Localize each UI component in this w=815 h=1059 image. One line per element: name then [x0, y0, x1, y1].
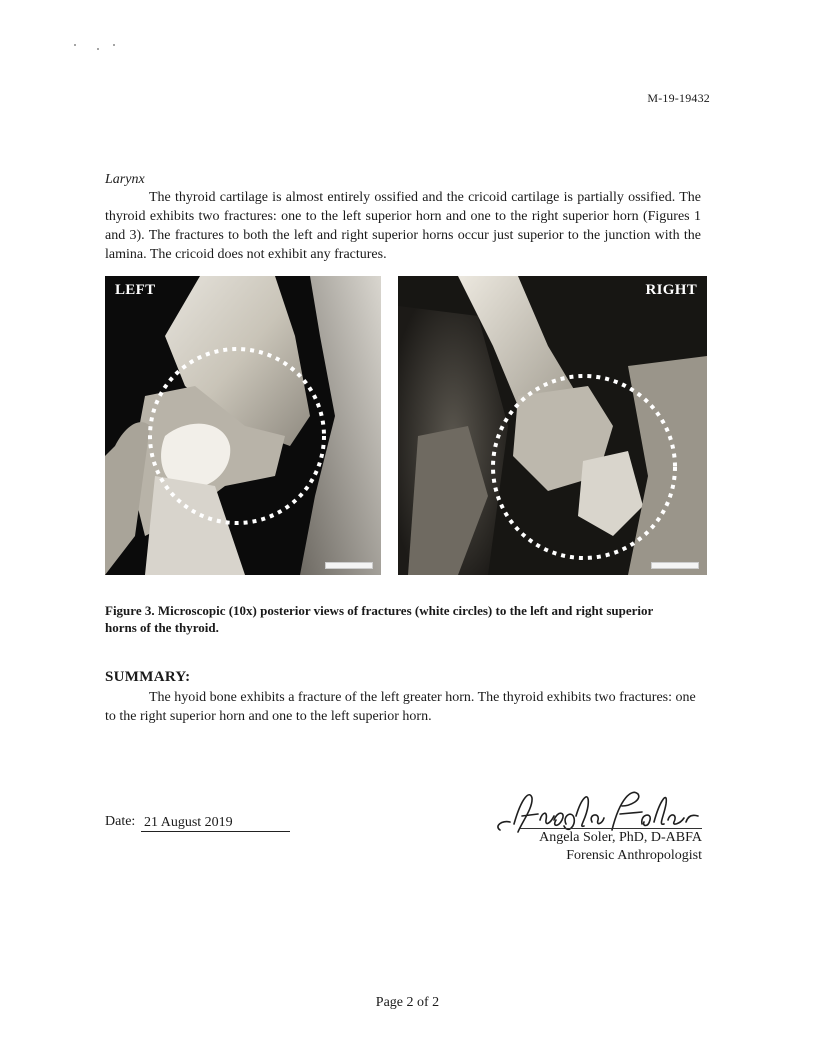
scan-artifact: [97, 48, 99, 50]
summary-heading: SUMMARY:: [105, 669, 191, 685]
scan-artifact: [74, 44, 76, 46]
signer-name: Angela Soler, PhD, D-ABFA: [539, 830, 702, 845]
microscope-image-left: [105, 276, 381, 575]
date-label: Date:: [105, 814, 136, 829]
document-id: M-19-19432: [647, 91, 710, 105]
figure-photo-left: [105, 276, 381, 575]
microscope-image-right: [398, 276, 707, 575]
figure-photo-right: [398, 276, 707, 575]
figure-label-left: LEFT: [115, 282, 156, 298]
signer-title: Forensic Anthropologist: [566, 848, 702, 863]
summary-paragraph: The hyoid bone exhibits a fracture of the left greater horn. The thyroid exhibits two fractures: one to the right superior horn and one to the left superior horn.: [105, 690, 696, 724]
figure-label-right: RIGHT: [645, 282, 697, 298]
section-heading-larynx: Larynx: [105, 172, 145, 187]
page-number: Page 2 of 2: [375, 995, 440, 1010]
larynx-paragraph: The thyroid cartilage is almost entirely ossified and the cricoid cartilage is partially ossified. The thyroid exhibits two fractures: one to the left superior horn and one to the right superior horn (Figures 1 and 3). The fractures to both the left and right superior horns occur just superior to the junction with the lamina. The cricoid does not exhibit any fractures.: [105, 190, 701, 262]
date-value: 21 August 2019: [141, 814, 290, 832]
figure-caption: Figure 3. Microscopic (10x) posterior views of fractures (white circles) to the left and right superior horns of the thyroid.: [105, 603, 654, 635]
signature-line: [520, 828, 702, 829]
scale-bar-right: [651, 562, 699, 569]
scale-bar-left: [325, 562, 373, 569]
scan-artifact: [113, 44, 115, 46]
